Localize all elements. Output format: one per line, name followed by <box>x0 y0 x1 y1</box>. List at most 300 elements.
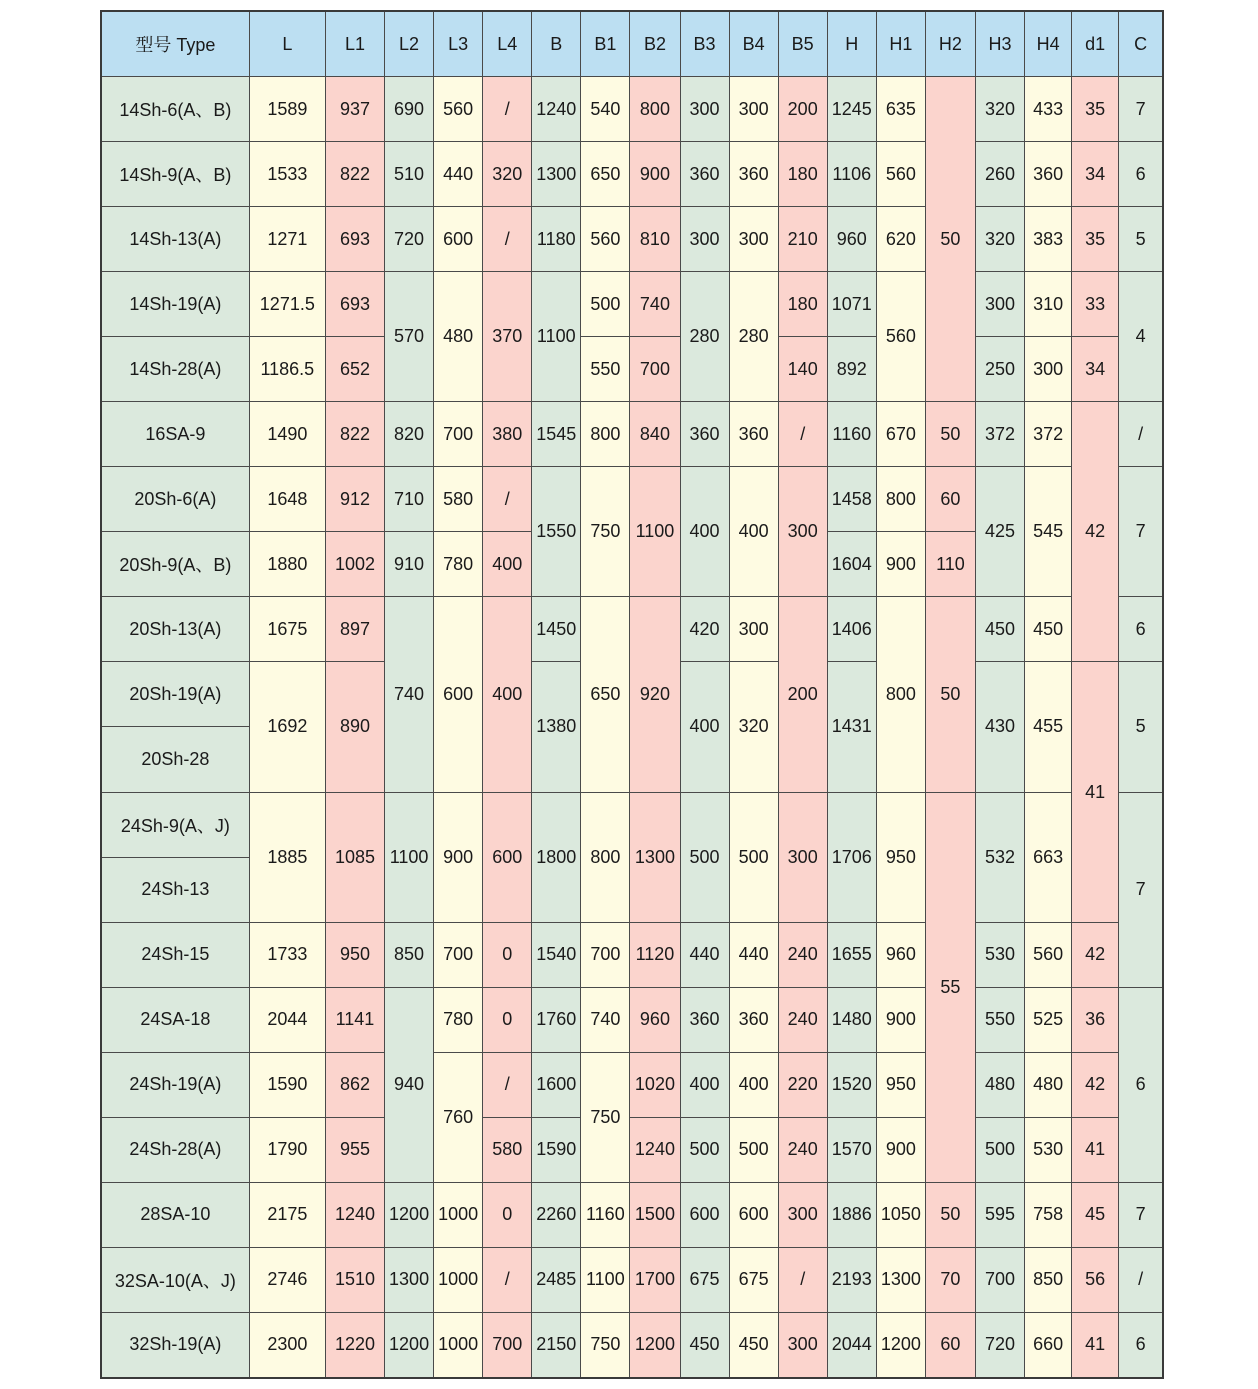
table-cell: 550 <box>581 337 630 402</box>
table-cell: 950 <box>325 922 384 987</box>
table-cell: 892 <box>827 337 876 402</box>
table-cell: 370 <box>483 272 532 402</box>
table-cell: / <box>483 77 532 142</box>
table-cell: 4 <box>1119 272 1163 402</box>
table-cell: 50 <box>925 597 975 792</box>
table-cell: 1590 <box>249 1052 325 1117</box>
table-cell: 1450 <box>532 597 581 662</box>
header-cell: B2 <box>630 11 680 77</box>
table-cell: 420 <box>680 597 729 662</box>
table-cell: 6 <box>1119 1312 1163 1378</box>
table-cell: 1106 <box>827 142 876 207</box>
table-cell: 400 <box>483 532 532 597</box>
table-cell: 1300 <box>385 1247 434 1312</box>
table-cell: 660 <box>1025 1312 1072 1378</box>
table-cell: 560 <box>434 77 483 142</box>
table-cell: 360 <box>729 142 778 207</box>
table-cell: 300 <box>680 207 729 272</box>
table-cell: 6 <box>1119 597 1163 662</box>
table-cell: 455 <box>1025 662 1072 792</box>
table-cell: 450 <box>729 1312 778 1378</box>
table-cell: 250 <box>975 337 1024 402</box>
table-cell: 320 <box>975 207 1024 272</box>
table-cell: 240 <box>778 987 827 1052</box>
table-cell: 1880 <box>249 532 325 597</box>
table-cell: 560 <box>876 272 925 402</box>
table-cell: 180 <box>778 142 827 207</box>
table-cell: 1050 <box>876 1182 925 1247</box>
table-cell: 1600 <box>532 1052 581 1117</box>
table-cell: 260 <box>975 142 1024 207</box>
table-cell: 700 <box>434 402 483 467</box>
table-cell: 750 <box>581 1312 630 1378</box>
table-cell: 663 <box>1025 792 1072 922</box>
table-cell: 1406 <box>827 597 876 662</box>
type-cell: 20Sh-28 <box>101 727 249 792</box>
type-cell: 14Sh-6(A、B) <box>101 77 249 142</box>
table-cell: 1550 <box>532 467 581 597</box>
table-cell: 42 <box>1072 402 1119 662</box>
table-cell: 740 <box>385 597 434 792</box>
table-cell: 310 <box>1025 272 1072 337</box>
table-cell: 740 <box>581 987 630 1052</box>
table-cell: 180 <box>778 272 827 337</box>
table-cell: 1590 <box>532 1117 581 1182</box>
table-cell: 670 <box>876 402 925 467</box>
table-cell: 890 <box>325 662 384 792</box>
table-cell: 220 <box>778 1052 827 1117</box>
table-cell: 70 <box>925 1247 975 1312</box>
table-cell: 960 <box>630 987 680 1052</box>
table-cell: 912 <box>325 467 384 532</box>
table-cell: 1002 <box>325 532 384 597</box>
table-cell: 822 <box>325 142 384 207</box>
table-cell: 740 <box>630 272 680 337</box>
table-cell: 1510 <box>325 1247 384 1312</box>
table-cell: 300 <box>778 792 827 922</box>
table-row <box>101 142 1163 207</box>
table-cell: 550 <box>975 987 1024 1052</box>
table-cell: 650 <box>581 142 630 207</box>
table-cell: 425 <box>975 467 1024 597</box>
table-cell: 110 <box>925 532 975 597</box>
header-cell: H2 <box>925 11 975 77</box>
table-cell: 800 <box>876 467 925 532</box>
table-cell: 897 <box>325 597 384 662</box>
table-cell: 5 <box>1119 662 1163 792</box>
table-cell: 300 <box>729 77 778 142</box>
table-cell: 2260 <box>532 1182 581 1247</box>
table-row <box>101 1312 1163 1378</box>
table-row <box>101 77 1163 142</box>
table-cell: 480 <box>975 1052 1024 1117</box>
table-row <box>101 922 1163 987</box>
type-cell: 14Sh-28(A) <box>101 337 249 402</box>
table-cell: 36 <box>1072 987 1119 1052</box>
table-cell: 400 <box>729 467 778 597</box>
header-cell: C <box>1119 11 1163 77</box>
table-cell: 50 <box>925 402 975 467</box>
table-cell: 937 <box>325 77 384 142</box>
table-cell: 720 <box>385 207 434 272</box>
table-cell: 1186.5 <box>249 337 325 402</box>
table-cell: 800 <box>876 597 925 792</box>
table-cell: 56 <box>1072 1247 1119 1312</box>
table-cell: 360 <box>729 402 778 467</box>
table-cell: 1431 <box>827 662 876 792</box>
table-cell: 620 <box>876 207 925 272</box>
header-row <box>101 11 1163 77</box>
table-cell: 822 <box>325 402 384 467</box>
header-cell: 型号 Type <box>101 11 249 77</box>
table-cell: / <box>483 1052 532 1117</box>
table-cell: / <box>483 207 532 272</box>
table-cell: 500 <box>729 792 778 922</box>
table-cell: 7 <box>1119 467 1163 597</box>
table-cell: 300 <box>1025 337 1072 402</box>
table-cell: 1604 <box>827 532 876 597</box>
table-cell: 650 <box>581 597 630 792</box>
header-cell: L1 <box>325 11 384 77</box>
table-cell: 280 <box>729 272 778 402</box>
table-cell: 1160 <box>581 1182 630 1247</box>
table-cell: 510 <box>385 142 434 207</box>
header-cell: H3 <box>975 11 1024 77</box>
table-cell: 5 <box>1119 207 1163 272</box>
table-cell: 2485 <box>532 1247 581 1312</box>
table-cell: 910 <box>385 532 434 597</box>
table-cell: 1380 <box>532 662 581 792</box>
table-cell: 500 <box>581 272 630 337</box>
table-cell: 1700 <box>630 1247 680 1312</box>
table-cell: 920 <box>630 597 680 792</box>
table-cell: 41 <box>1072 1312 1119 1378</box>
table-cell: 6 <box>1119 142 1163 207</box>
table-cell: 580 <box>483 1117 532 1182</box>
table-cell: 1733 <box>249 922 325 987</box>
table-row <box>101 1052 1163 1117</box>
table-cell: 525 <box>1025 987 1072 1052</box>
table-cell: 60 <box>925 1312 975 1378</box>
table-cell: 500 <box>680 792 729 922</box>
table-cell: 1120 <box>630 922 680 987</box>
table-cell: / <box>483 467 532 532</box>
table-cell: 940 <box>385 987 434 1182</box>
table-cell: 950 <box>876 792 925 922</box>
table-cell: 383 <box>1025 207 1072 272</box>
table-cell: 950 <box>876 1052 925 1117</box>
header-cell: H <box>827 11 876 77</box>
table-cell: 400 <box>680 662 729 792</box>
table-cell: 1589 <box>249 77 325 142</box>
table-cell: 430 <box>975 662 1024 792</box>
table-cell: 1790 <box>249 1117 325 1182</box>
table-cell: 675 <box>680 1247 729 1312</box>
table-cell: 1100 <box>581 1247 630 1312</box>
table-cell: 0 <box>483 987 532 1052</box>
table-cell: 480 <box>1025 1052 1072 1117</box>
table-cell: 820 <box>385 402 434 467</box>
table-cell: 360 <box>680 402 729 467</box>
type-cell: 20Sh-6(A) <box>101 467 249 532</box>
table-cell: 440 <box>729 922 778 987</box>
table-cell: 1085 <box>325 792 384 922</box>
table-cell: 450 <box>680 1312 729 1378</box>
table-cell: 780 <box>434 987 483 1052</box>
table-cell: 240 <box>778 922 827 987</box>
table-cell: 1200 <box>630 1312 680 1378</box>
table-cell: 1271 <box>249 207 325 272</box>
table-cell: 1540 <box>532 922 581 987</box>
table-cell: 700 <box>581 922 630 987</box>
table-row <box>101 402 1163 467</box>
table-cell: 2150 <box>532 1312 581 1378</box>
table-cell: 690 <box>385 77 434 142</box>
table-cell: 1520 <box>827 1052 876 1117</box>
table-cell: 693 <box>325 272 384 337</box>
table-cell: 960 <box>876 922 925 987</box>
table-cell: 700 <box>483 1312 532 1378</box>
table-cell: 635 <box>876 77 925 142</box>
type-cell: 16SA-9 <box>101 402 249 467</box>
table-cell: 300 <box>778 467 827 597</box>
table-cell: 35 <box>1072 77 1119 142</box>
table-cell: 600 <box>680 1182 729 1247</box>
table-cell: 42 <box>1072 1052 1119 1117</box>
table-cell: 800 <box>630 77 680 142</box>
table-cell: 55 <box>925 792 975 1182</box>
table-cell: 1570 <box>827 1117 876 1182</box>
table-cell: 1071 <box>827 272 876 337</box>
table-cell: 758 <box>1025 1182 1072 1247</box>
table-cell: 41 <box>1072 662 1119 922</box>
table-cell: 500 <box>680 1117 729 1182</box>
header-cell: B5 <box>778 11 827 77</box>
table-cell: 560 <box>876 142 925 207</box>
table-cell: 240 <box>778 1117 827 1182</box>
table-cell: 1648 <box>249 467 325 532</box>
header-cell: H1 <box>876 11 925 77</box>
header-cell: B3 <box>680 11 729 77</box>
table-cell: 1245 <box>827 77 876 142</box>
table-cell: 1675 <box>249 597 325 662</box>
table-cell: 530 <box>975 922 1024 987</box>
table-cell: 1100 <box>630 467 680 597</box>
table-cell: 2193 <box>827 1247 876 1312</box>
table-cell: 320 <box>483 142 532 207</box>
table-cell: 1490 <box>249 402 325 467</box>
table-cell: 140 <box>778 337 827 402</box>
table-cell: 0 <box>483 922 532 987</box>
table-cell: 200 <box>778 77 827 142</box>
table-cell: 50 <box>925 77 975 402</box>
table-cell: 810 <box>630 207 680 272</box>
table-cell: 300 <box>975 272 1024 337</box>
table-cell: 320 <box>729 662 778 792</box>
table-cell: 900 <box>876 1117 925 1182</box>
table-cell: 480 <box>434 272 483 402</box>
table-cell: 1020 <box>630 1052 680 1117</box>
table-cell: 840 <box>630 402 680 467</box>
table-cell: 1271.5 <box>249 272 325 337</box>
table-cell: 700 <box>630 337 680 402</box>
table-cell: 6 <box>1119 987 1163 1182</box>
type-cell: 20Sh-13(A) <box>101 597 249 662</box>
table-cell: 1692 <box>249 662 325 792</box>
table-cell: 35 <box>1072 207 1119 272</box>
table-row <box>101 597 1163 662</box>
table-cell: 710 <box>385 467 434 532</box>
table-row <box>101 467 1163 532</box>
table-cell: 700 <box>434 922 483 987</box>
table-cell: 320 <box>975 77 1024 142</box>
table-cell: 693 <box>325 207 384 272</box>
table-row <box>101 337 1163 402</box>
table-cell: 532 <box>975 792 1024 922</box>
table-cell: 400 <box>680 1052 729 1117</box>
table-cell: 360 <box>1025 142 1072 207</box>
table-cell: 595 <box>975 1182 1024 1247</box>
header-cell: H4 <box>1025 11 1072 77</box>
table-cell: / <box>778 1247 827 1312</box>
table-cell: 372 <box>1025 402 1072 467</box>
table-cell: 600 <box>483 792 532 922</box>
header-cell: L3 <box>434 11 483 77</box>
table-cell: 300 <box>680 77 729 142</box>
header-cell: B <box>532 11 581 77</box>
table-cell: 1655 <box>827 922 876 987</box>
table-cell: 1458 <box>827 467 876 532</box>
table-cell: 2044 <box>249 987 325 1052</box>
table-cell: 1300 <box>532 142 581 207</box>
table-cell: 2044 <box>827 1312 876 1378</box>
table-cell: 1800 <box>532 792 581 922</box>
type-cell: 20Sh-19(A) <box>101 662 249 727</box>
table-cell: 1500 <box>630 1182 680 1247</box>
type-cell: 24Sh-19(A) <box>101 1052 249 1117</box>
table-cell: 300 <box>778 1312 827 1378</box>
table-cell: 1545 <box>532 402 581 467</box>
table-cell: 900 <box>630 142 680 207</box>
table-cell: / <box>1119 1247 1163 1312</box>
type-cell: 24Sh-28(A) <box>101 1117 249 1182</box>
table-row <box>101 272 1163 337</box>
table-cell: 1300 <box>630 792 680 922</box>
table-cell: 1200 <box>385 1312 434 1378</box>
table-cell: 433 <box>1025 77 1072 142</box>
header-cell: d1 <box>1072 11 1119 77</box>
table-cell: 1240 <box>532 77 581 142</box>
table-cell: 540 <box>581 77 630 142</box>
type-cell: 14Sh-13(A) <box>101 207 249 272</box>
table-cell: 33 <box>1072 272 1119 337</box>
table-row <box>101 987 1163 1052</box>
type-cell: 24Sh-9(A、J) <box>101 792 249 857</box>
table-cell: 400 <box>729 1052 778 1117</box>
table-cell: 720 <box>975 1312 1024 1378</box>
table-cell: 1160 <box>827 402 876 467</box>
table-cell: 850 <box>385 922 434 987</box>
table-cell: 50 <box>925 1182 975 1247</box>
table-cell: 570 <box>385 272 434 402</box>
table-cell: 900 <box>876 532 925 597</box>
table-cell: 760 <box>434 1052 483 1182</box>
table-cell: 1000 <box>434 1247 483 1312</box>
table-cell: 600 <box>729 1182 778 1247</box>
table-cell: 300 <box>729 207 778 272</box>
table-cell: 1480 <box>827 987 876 1052</box>
table-cell: 530 <box>1025 1117 1072 1182</box>
table-cell: 1706 <box>827 792 876 922</box>
table-cell: 280 <box>680 272 729 402</box>
table-cell: 862 <box>325 1052 384 1117</box>
table-cell: 34 <box>1072 337 1119 402</box>
table-cell: 440 <box>434 142 483 207</box>
table-cell: 600 <box>434 207 483 272</box>
table-row <box>101 207 1163 272</box>
table-cell: 780 <box>434 532 483 597</box>
type-cell: 14Sh-9(A、B) <box>101 142 249 207</box>
table-cell: 360 <box>729 987 778 1052</box>
table-cell: / <box>483 1247 532 1312</box>
table-cell: 42 <box>1072 922 1119 987</box>
table-cell: 440 <box>680 922 729 987</box>
table-cell: 372 <box>975 402 1024 467</box>
table-cell: 700 <box>975 1247 1024 1312</box>
table-cell: 500 <box>975 1117 1024 1182</box>
table-cell: 1200 <box>876 1312 925 1378</box>
table-cell: 7 <box>1119 792 1163 987</box>
table-row <box>101 792 1163 857</box>
table-cell: 1533 <box>249 142 325 207</box>
table-cell: 400 <box>483 597 532 792</box>
table-cell: 750 <box>581 467 630 597</box>
table-cell: 2175 <box>249 1182 325 1247</box>
table-cell: 1200 <box>385 1182 434 1247</box>
table-cell: 900 <box>876 987 925 1052</box>
pump-dimensions-table <box>100 10 1164 1379</box>
table-cell: 800 <box>581 792 630 922</box>
table-cell: 560 <box>581 207 630 272</box>
table-row <box>101 1247 1163 1312</box>
type-cell: 14Sh-19(A) <box>101 272 249 337</box>
type-cell: 20Sh-9(A、B) <box>101 532 249 597</box>
table-cell: 545 <box>1025 467 1072 597</box>
table-cell: 1886 <box>827 1182 876 1247</box>
table-cell: 360 <box>680 987 729 1052</box>
table-cell: 400 <box>680 467 729 597</box>
table-row <box>101 1117 1163 1182</box>
table-cell: 380 <box>483 402 532 467</box>
table-cell: 1100 <box>385 792 434 922</box>
table-cell: 600 <box>434 597 483 792</box>
type-cell: 28SA-10 <box>101 1182 249 1247</box>
table-cell: 300 <box>778 1182 827 1247</box>
table-cell: 2300 <box>249 1312 325 1378</box>
table-cell: 1141 <box>325 987 384 1052</box>
table-cell: / <box>1119 402 1163 467</box>
table-cell: 0 <box>483 1182 532 1247</box>
type-cell: 32SA-10(A、J) <box>101 1247 249 1312</box>
table-cell: 1760 <box>532 987 581 1052</box>
table-cell: 800 <box>581 402 630 467</box>
header-cell: B4 <box>729 11 778 77</box>
table-cell: 900 <box>434 792 483 922</box>
table-cell: 1100 <box>532 272 581 402</box>
table-cell: 300 <box>729 597 778 662</box>
type-cell: 24Sh-13 <box>101 857 249 922</box>
header-cell: B1 <box>581 11 630 77</box>
